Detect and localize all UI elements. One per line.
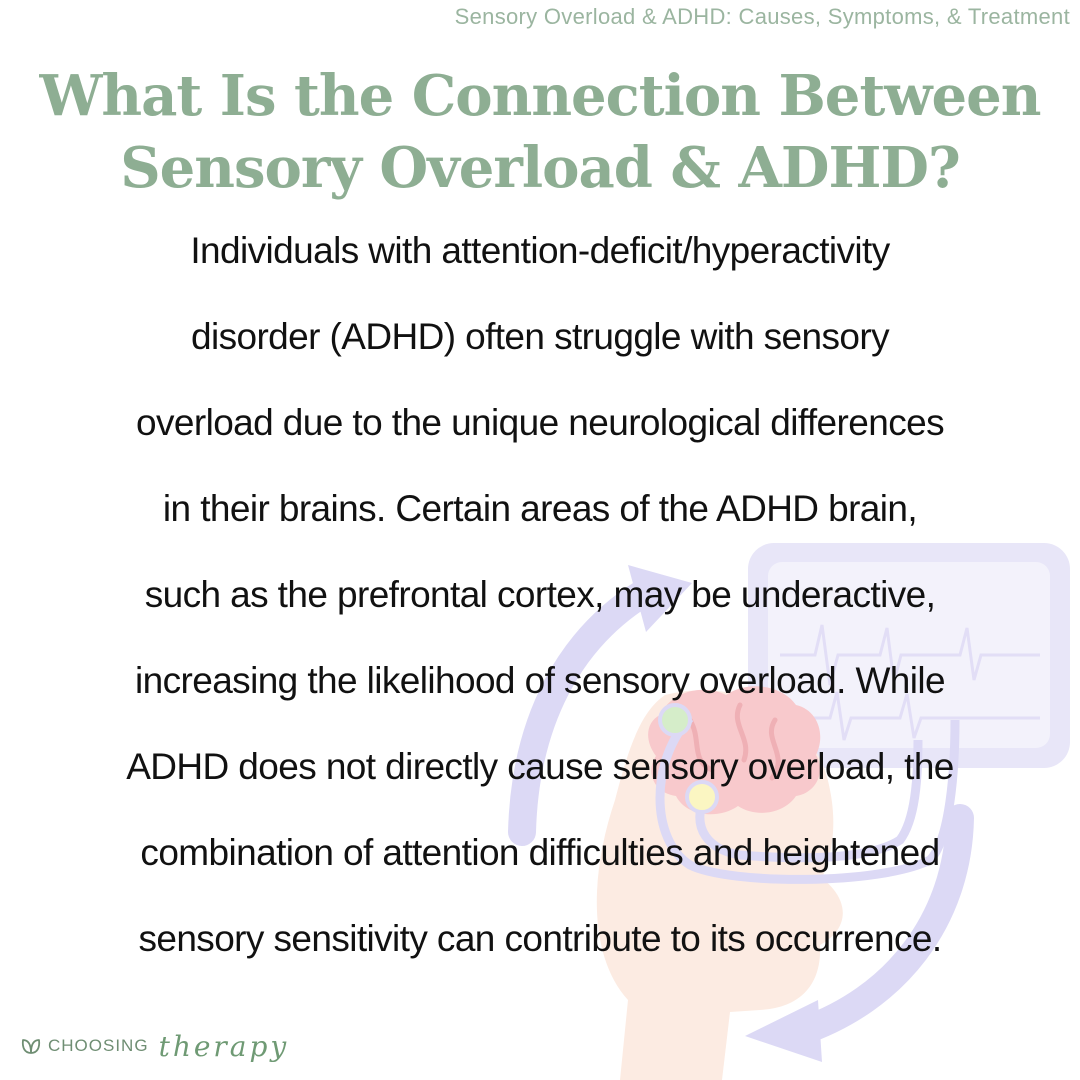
brand-logo [20,1026,289,1066]
body-paragraph [0,208,1080,982]
header-caption: Sensory Overload & ADHD: Causes, Symptoms, & Treatment [454,4,1070,29]
body-line: disorder (ADHD) often struggle with sensory [190,316,890,357]
title-line: Sensory Overload & ADHD? [120,135,960,201]
leaf-icon [20,1036,42,1056]
body-line: overload due to the unique neurological differences [136,402,944,443]
body-line: Individuals with attention-deficit/hyperactivity [190,230,890,271]
body-line: sensory sensitivity can contribute to its occurrence. [138,918,942,959]
body-line: ADHD does not directly cause sensory overload, the [126,746,954,787]
body-line: combination of attention difficulties and heightened [140,832,940,873]
title-line: What Is the Connection Between [39,63,1041,129]
brand-script: therapy [158,1029,290,1063]
body-line: increasing the likelihood of sensory overload. While [135,660,945,701]
body-line: such as the prefrontal cortex, may be underactive, [144,574,936,615]
page-title [0,60,1080,204]
body-line: in their brains. Certain areas of the ADHD brain, [162,488,918,529]
brand-word: CHOOSING [48,1036,149,1055]
